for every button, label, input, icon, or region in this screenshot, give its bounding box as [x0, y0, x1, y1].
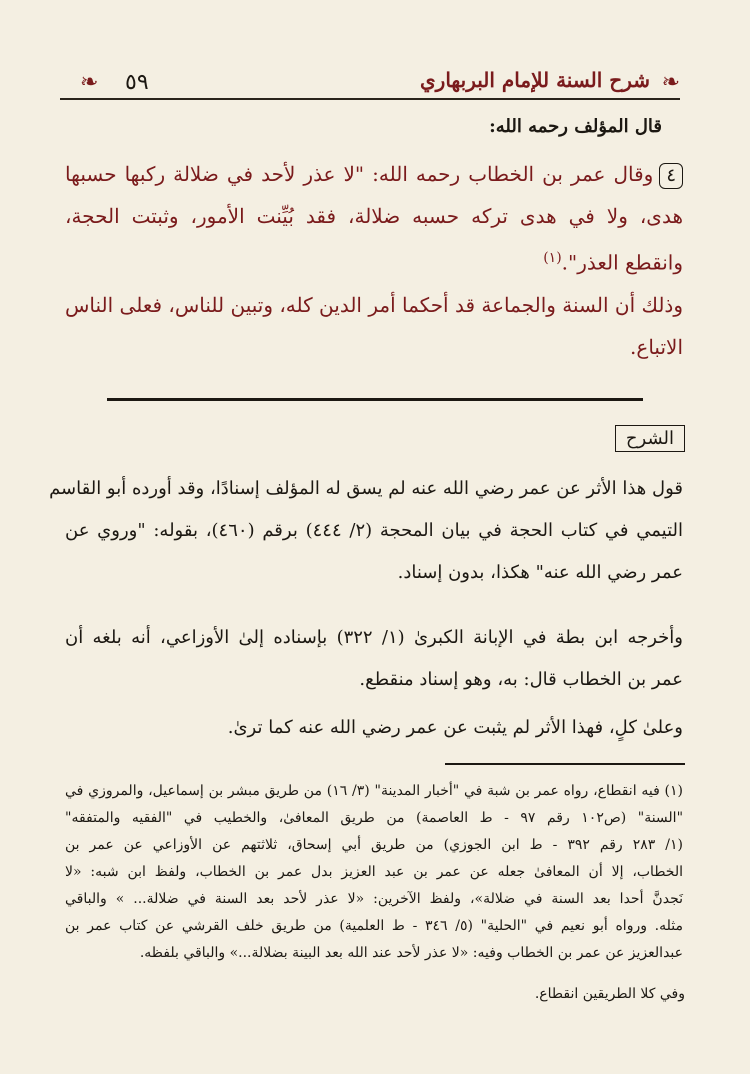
- section-divider: [107, 398, 643, 401]
- footnote-reference[interactable]: (١): [543, 250, 562, 266]
- matn-text: وقال عمر بن الخطاب رحمه الله: "لا عذر لأحد في ضلالة ركبها حسبها: [65, 162, 654, 186]
- matn-line: وذلك أن السنة والجماعة قد أحكما أمر الدين كله، وتبين للناس، فعلى الناس: [65, 293, 683, 317]
- commentary-paragraph-3: [65, 707, 683, 749]
- matn-paragraph-2: [65, 284, 683, 368]
- ornament-right-icon: ❧: [661, 70, 680, 95]
- matn-line: [65, 237, 683, 284]
- commentary-line: عمر رضي الله عنه" هكذا، بدون إسناد.: [397, 562, 683, 583]
- footnote-line: (١/ ٢٨٣ رقم ٣٩٢ - ط ابن الجوزي) من طريق أبي إسحاق، ثلاثتهم عن الأوزاعي عن عمر بن: [65, 837, 683, 853]
- matn-paragraph-1: [65, 153, 683, 284]
- author-heading: قال المؤلف رحمه الله:: [489, 116, 662, 137]
- commentary-line: وعلىٰ كلٍ، فهذا الأثر لم يثبت عن عمر رضي الله عنه كما ترىٰ.: [227, 717, 683, 738]
- page-number: ٥٩: [125, 70, 149, 95]
- sharh-label: الشرح: [615, 425, 685, 452]
- commentary-line: وأخرجه ابن بطة في الإبانة الكبرىٰ (١/ ٣٢٢) بإسناده إلىٰ الأوزاعي، أنه بلغه أن: [65, 627, 683, 648]
- footnote-line: مثله. ورواه أبو نعيم في "الحلية" (٥/ ٣٤٦ - ط العلمية) من طريق خلف القرشي عن كتاب عمر بن: [65, 918, 683, 934]
- footnote-line: عبدالعزيز عن عمر بن الخطاب وفيه: «لا عذر لأحد عند الله بعد البينة بضلالة...» والباقي بلفظه.: [139, 945, 683, 961]
- footnote-line: وفي كلا الطريقين انقطاع.: [534, 986, 685, 1002]
- commentary-paragraph-1: [49, 468, 683, 594]
- footnote-line: نَجدنَّ أحدا بعد السنة في ضلالة»، ولفظ الآخرين: «لا عذر لأحد بعد السنة في ضلالة... » والباقي: [65, 891, 683, 907]
- footnotes: [65, 778, 683, 967]
- footnote-line: الخطاب، إلا أن المعافىٰ جعله عن عمر بن عبد العزيز بدل عمر بن الخطاب، ولفظ ابن شبه: «لا: [65, 864, 683, 880]
- matn-line: الاتباع.: [630, 335, 683, 359]
- page-header: [60, 58, 680, 100]
- ornament-left-icon: ❧: [80, 70, 99, 95]
- commentary-line: التيمي في كتاب الحجة في بيان المحجة (٢/ ٤٤٤) برقم (٤٦٠)، بقوله: "وروي عن: [65, 520, 683, 541]
- footnote-line: (١) فيه انقطاع، رواه عمر بن شبة في "أخبار المدينة" (٣/ ١٦) من طريق مبشر بن إسماعيل، والمروزي في: [65, 783, 684, 799]
- commentary-line: قول هذا الأثر عن عمر رضي الله عنه لم يسق له المؤلف إسنادًا، وقد أورده أبو القاسم: [49, 478, 683, 499]
- matn-line: هدى، ولا في هدى تركه حسبه ضلالة، فقد بُيِّنت الأمور، وثبتت الحجة،: [65, 204, 683, 228]
- matn-text: وانقطع العذر".: [561, 250, 683, 275]
- footnote-line: "السنة" (ص١٠٢ رقم ٩٧ - ط العاصمة) من طريق المعافىٰ، والخطيب في "الفقيه والمتفقه": [65, 810, 684, 826]
- commentary-paragraph-2: [65, 617, 683, 701]
- commentary-line: عمر بن الخطاب قال: به، وهو إسناد منقطع.: [359, 669, 683, 690]
- running-title: شرح السنة للإمام البربهاري: [420, 68, 650, 92]
- matn-line: [65, 153, 683, 195]
- matn-number-badge: ٤: [659, 163, 683, 189]
- footnote-separator: [445, 763, 685, 765]
